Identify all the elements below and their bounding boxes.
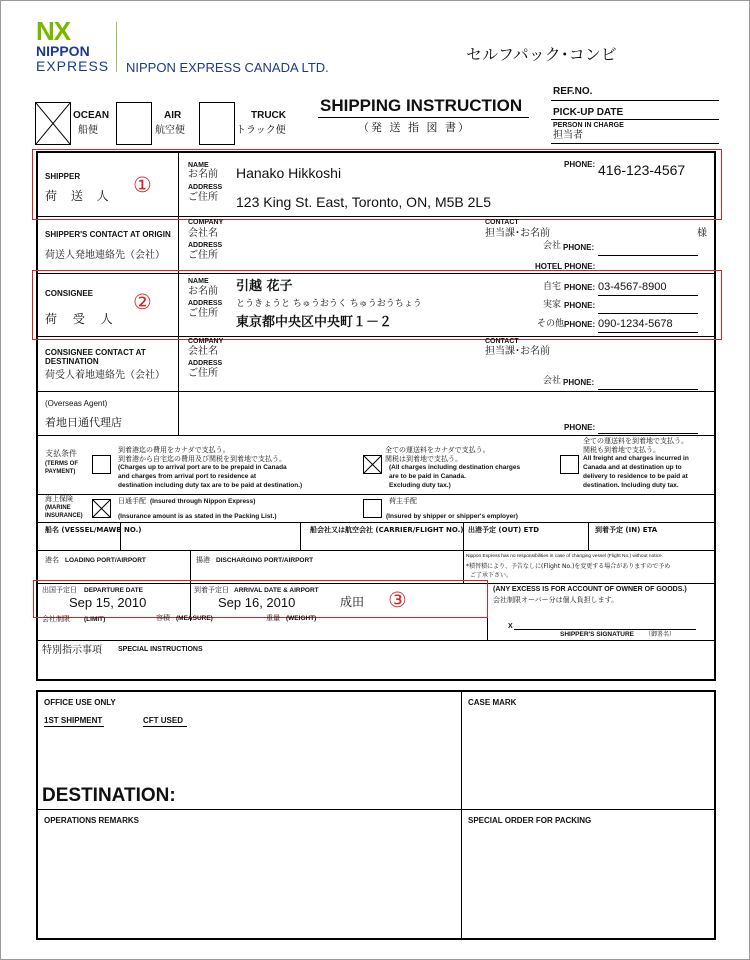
payment-opt3-l3: All freight and charges incurred in bbox=[583, 455, 689, 462]
agent-phone-label: PHONE: bbox=[564, 423, 596, 432]
eta-label: 到着予定 (IN) ETA bbox=[595, 526, 658, 534]
consignee-other-phone-label: PHONE: bbox=[564, 320, 596, 329]
pickup-date-label: PICK-UP DATE bbox=[553, 107, 624, 118]
payment-opt1-l4: and charges from arrival port to residence at bbox=[118, 473, 256, 480]
sc-phone-line bbox=[598, 255, 698, 256]
consignee-address-label-jp: ご住所 bbox=[188, 308, 218, 319]
mode-air-en: AIR bbox=[164, 110, 182, 121]
sc-company-jp: 会社名 bbox=[188, 228, 218, 239]
payment-opt3-l6: destination. Including duty tax. bbox=[583, 482, 679, 489]
ref-no-line bbox=[551, 100, 719, 101]
departure-date-value[interactable]: Sep 15, 2010 bbox=[69, 595, 147, 610]
cc-phone-line bbox=[598, 389, 698, 390]
row-sep bbox=[37, 494, 716, 495]
weight-label-jp: 重量 bbox=[266, 614, 280, 622]
person-in-charge-jp: 担当者 bbox=[553, 130, 583, 141]
shipper-phone-label: PHONE: bbox=[564, 160, 596, 169]
sc-contact-jp: 担当課･お名前 bbox=[485, 228, 550, 239]
sc-kaisha-phone: PHONE: bbox=[563, 243, 595, 252]
shipper-marker: ① bbox=[133, 173, 152, 197]
ports-notice-1: Nippon Express has no responsibilities in case of changing vessel (Flight No.) without notice. bbox=[466, 554, 664, 559]
shipper-name-label-en: NAME bbox=[188, 162, 209, 169]
vessel-label: 船名 (VESSEL/MAWB NO.) bbox=[45, 526, 142, 534]
consignee-name-label-jp: お名前 bbox=[188, 286, 218, 297]
payment-label-en1: (TERMS OF bbox=[45, 461, 78, 467]
pickup-date-line bbox=[551, 119, 719, 120]
col-sep bbox=[588, 522, 589, 550]
consignee-highlight bbox=[32, 270, 722, 340]
consignee-label-en: CONSIGNEE bbox=[45, 289, 94, 298]
logo-nx: NX bbox=[36, 16, 71, 46]
signature-label-jp: （御署名） bbox=[645, 631, 676, 638]
agent-label-en: (Overseas Agent) bbox=[45, 399, 108, 408]
arrival-airport-value[interactable]: 成田 bbox=[340, 595, 365, 609]
cc-company-en: COMPANY bbox=[188, 338, 224, 345]
case-mark-label: CASE MARK bbox=[468, 698, 517, 707]
discharging-port-en: DISCHARGING PORT/AIRPORT bbox=[216, 557, 314, 564]
col-sep bbox=[300, 522, 301, 550]
payment-label-jp: 支払条件 bbox=[45, 449, 77, 458]
mode-truck-en: TRUCK bbox=[251, 110, 286, 121]
departure-label-en: DEPARTURE DATE bbox=[84, 587, 143, 594]
payment-opt1-l1: 到着港迄の費用をカナダで支払う。 bbox=[118, 446, 230, 454]
insurance-opt2-note: (Insured by shipper or shipper's employer) bbox=[386, 513, 518, 520]
insurance-opt1-note: (Insurance amount is as stated in the Packing List.) bbox=[118, 513, 277, 520]
discharging-port-jp: 揚港 bbox=[196, 556, 210, 564]
special-label-en: SPECIAL INSTRUCTIONS bbox=[118, 646, 203, 653]
consignee-family-jp: 実家 bbox=[543, 300, 562, 310]
logo-nippon: NIPPON bbox=[36, 43, 90, 59]
excess-note-en: (ANY EXCESS IS FOR ACCOUNT OF OWNER OF GOODS.) bbox=[493, 586, 687, 593]
person-line bbox=[551, 143, 719, 144]
excess-note-jp: 会社制限オーバー分は個人負担します。 bbox=[493, 596, 619, 604]
agent-label-jp: 着地日通代理店 bbox=[45, 416, 122, 429]
row-sep bbox=[37, 391, 716, 392]
signature-x: X bbox=[508, 623, 513, 630]
special-label-jp: 特別指示事項 bbox=[42, 645, 102, 656]
payment-opt2-l5: Excluding duty tax.) bbox=[389, 482, 451, 489]
cc-kaisha-jp: 会社 bbox=[543, 376, 562, 386]
arrival-label-jp: 到着予定日 bbox=[194, 586, 229, 594]
office-col-sep bbox=[461, 691, 462, 939]
mode-ocean-en: OCEAN bbox=[73, 110, 110, 121]
payment-opt2-l3: (All charges including destination charges bbox=[389, 464, 521, 471]
col-sep bbox=[190, 550, 191, 583]
shipper-highlight bbox=[32, 149, 722, 220]
mode-truck-jp: トラック便 bbox=[236, 125, 286, 136]
cft-used-underline bbox=[143, 726, 187, 727]
signature-label-en: SHIPPER'S SIGNATURE bbox=[560, 631, 635, 638]
insurance-label-jp: 海上保険 bbox=[45, 495, 73, 503]
insurance-nx-checkbox[interactable] bbox=[92, 499, 111, 518]
shipper-contact-label-en: SHIPPER'S CONTACT AT ORIGIN bbox=[45, 230, 171, 239]
limit-label-en: (LIMIT) bbox=[84, 616, 106, 623]
payment-option-1-checkbox[interactable] bbox=[92, 455, 111, 474]
consignee-name-label-en: NAME bbox=[188, 278, 209, 285]
cc-kaisha-phone: PHONE: bbox=[563, 378, 595, 387]
mode-truck-checkbox[interactable] bbox=[199, 102, 235, 145]
shipper-address-value[interactable]: 123 King St. East, Toronto, ON, M5B 2L5 bbox=[236, 194, 491, 210]
limit-label-jp: 会社制限 bbox=[42, 615, 70, 623]
payment-option-3-checkbox[interactable] bbox=[560, 455, 579, 474]
weight-label-en: (WEIGHT) bbox=[286, 615, 317, 622]
agent-phone-line bbox=[598, 433, 698, 434]
mode-ocean-checkbox[interactable] bbox=[35, 102, 71, 145]
payment-opt1-l2: 到着港から自宅迄の費用及び関税を到着地で支払う。 bbox=[118, 455, 286, 463]
consignee-address-label-en: ADDRESS bbox=[188, 300, 223, 307]
title-underline bbox=[318, 117, 529, 118]
insurance-shipper-checkbox[interactable] bbox=[363, 499, 382, 518]
sc-hotel-phone: HOTEL PHONE: bbox=[535, 262, 596, 271]
payment-opt1-l5: destination including duty tax are to be paid at destination.) bbox=[118, 482, 303, 489]
payment-option-2-checkbox[interactable] bbox=[363, 455, 382, 474]
person-in-charge-label: PERSON IN CHARGE bbox=[553, 122, 624, 129]
company-name: NIPPON EXPRESS CANADA LTD. bbox=[126, 60, 329, 75]
sc-sama: 様 bbox=[697, 228, 707, 239]
cc-contact-en: CONTACT bbox=[485, 338, 519, 345]
measure-label-jp: 容積 bbox=[156, 614, 170, 622]
sc-address-jp: ご住所 bbox=[188, 250, 218, 261]
ref-no-label: REF.NO. bbox=[553, 86, 593, 97]
sc-company-en: COMPANY bbox=[188, 219, 224, 226]
insurance-opt1-jp: 日通手配 bbox=[118, 497, 146, 505]
departure-label-jp: 出国予定日 bbox=[42, 586, 77, 594]
insurance-label-en1: (MARINE bbox=[45, 505, 71, 511]
sc-address-en: ADDRESS bbox=[188, 242, 223, 249]
consignee-home-phone[interactable]: 03-4567-8900 bbox=[598, 281, 667, 293]
cc-address-en: ADDRESS bbox=[188, 360, 223, 367]
mode-air-checkbox[interactable] bbox=[116, 102, 152, 145]
cft-used-label: CFT USED bbox=[143, 716, 183, 725]
shipper-address-label-en: ADDRESS bbox=[188, 184, 223, 191]
insurance-opt2-jp: 荷主手配 bbox=[389, 497, 417, 505]
insurance-label-en2: INSURANCE) bbox=[45, 513, 83, 519]
cc-contact-jp: 担当課･お名前 bbox=[485, 346, 550, 357]
service-name: セルフパック･コンビ bbox=[466, 45, 617, 64]
row-sep bbox=[37, 550, 716, 551]
insurance-opt1-en: (Insured through Nippon Express) bbox=[150, 498, 256, 505]
consignee-other-phone[interactable]: 090-1234-5678 bbox=[598, 318, 673, 330]
dates-marker: ③ bbox=[388, 588, 407, 612]
operations-remarks-label: OPERATIONS REMARKS bbox=[44, 816, 139, 825]
consignee-other-jp: その他 bbox=[537, 319, 565, 329]
loading-port-jp: 港名 bbox=[45, 556, 59, 564]
cc-company-jp: 会社名 bbox=[188, 346, 218, 357]
first-shipment-label: 1ST SHIPMENT bbox=[44, 716, 103, 725]
arrival-label-en: ARRIVAL DATE & AIRPORT bbox=[234, 587, 319, 594]
x-mark-icon bbox=[364, 456, 381, 473]
sc-kaisha-jp: 会社 bbox=[543, 241, 562, 251]
form-title-jp: （発 送 指 図 書） bbox=[358, 121, 471, 134]
form-title: SHIPPING INSTRUCTION bbox=[320, 96, 523, 115]
first-shipment-underline bbox=[44, 726, 104, 727]
shipper-label-en: SHIPPER bbox=[45, 172, 81, 181]
company-logo bbox=[36, 18, 111, 74]
consignee-furigana[interactable]: とうきょうと ちゅうおうく ちゅうおうちょう bbox=[236, 299, 422, 309]
logo-divider bbox=[116, 22, 117, 72]
carrier-label: 船会社又は航空会社 (CARRIER/FLIGHT NO.) bbox=[310, 526, 464, 534]
payment-opt1-l3: (Charges up to arrival port are to be prepaid in Canada bbox=[118, 464, 287, 471]
x-mark-icon bbox=[93, 500, 110, 517]
consignee-name-value[interactable]: 引越 花子 bbox=[236, 279, 293, 294]
ports-notice-3: ご了承下さい。 bbox=[470, 572, 513, 579]
shipper-label-jp: 荷 送 人 bbox=[45, 189, 114, 203]
office-use-box bbox=[36, 690, 716, 940]
measure-label-en: (MEASURE) bbox=[176, 615, 213, 622]
payment-opt2-l4: are to be paid in Canada. bbox=[389, 473, 466, 480]
dates-highlight bbox=[33, 580, 488, 618]
consignee-family-phone-label: PHONE: bbox=[564, 301, 596, 310]
ports-notice-2: *積替積により、予告なしに(Flight No.)を変更する場合がありますので予め bbox=[466, 563, 671, 570]
consignee-home-phone-label: PHONE: bbox=[564, 283, 596, 292]
arrival-date-value[interactable]: Sep 16, 2010 bbox=[218, 595, 296, 610]
mode-air-jp: 航空便 bbox=[155, 125, 185, 136]
office-use-label: OFFICE USE ONLY bbox=[44, 698, 116, 707]
cc-address-jp: ご住所 bbox=[188, 368, 218, 379]
shipper-phone-value[interactable]: 416-123-4567 bbox=[598, 162, 686, 178]
cc-label-jp: 荷受人着地連絡先（会社） bbox=[45, 370, 165, 381]
payment-opt2-l1: 全ての運送料をカナダで支払う。 bbox=[385, 446, 490, 454]
logo-express: EXPRESS bbox=[36, 58, 110, 74]
shipper-address-label-jp: ご住所 bbox=[188, 192, 218, 203]
signature-line[interactable] bbox=[514, 629, 696, 630]
payment-opt3-l4: Canada and at destination up to bbox=[583, 464, 682, 471]
x-mark-icon bbox=[36, 103, 70, 144]
office-row-sep bbox=[37, 809, 715, 810]
payment-label-en2: PAYMENT) bbox=[45, 469, 76, 475]
sc-contact-en: CONTACT bbox=[485, 219, 519, 226]
consignee-marker: ② bbox=[133, 290, 152, 314]
loading-port-en: LOADING PORT/AIRPORT bbox=[65, 557, 146, 564]
row-sep bbox=[37, 522, 716, 523]
shipper-contact-label-jp: 荷送人発地連絡先（会社） bbox=[45, 250, 165, 261]
cc-label-en1: CONSIGNEE CONTACT AT bbox=[45, 348, 146, 357]
row-sep bbox=[37, 435, 716, 436]
payment-opt3-l1: 全ての運送料を到着地で支払う。 bbox=[583, 437, 688, 445]
row-sep bbox=[37, 640, 716, 641]
payment-opt3-l2: 関税も到着地で支払う。 bbox=[583, 446, 660, 454]
consignee-label-jp: 荷 受 人 bbox=[45, 312, 119, 326]
payment-opt2-l2: 関税は到着地で支払う。 bbox=[385, 455, 462, 463]
special-order-label: SPECIAL ORDER FOR PACKING bbox=[468, 816, 592, 825]
shipper-name-label-jp: お名前 bbox=[188, 169, 218, 180]
cc-label-en2: DESTINATION bbox=[45, 357, 99, 366]
mode-ocean-jp: 船便 bbox=[78, 125, 98, 136]
destination-label: DESTINATION: bbox=[42, 785, 176, 806]
payment-opt3-l5: delivery to residence to be paid at bbox=[583, 473, 688, 480]
shipper-name-value[interactable]: Hanako Hikkoshi bbox=[236, 165, 342, 181]
consignee-address-value[interactable]: 東京都中央区中央町１－２ bbox=[236, 315, 393, 330]
consignee-home-jp: 自宅 bbox=[543, 282, 562, 292]
etd-label: 出港予定 (OUT) ETD bbox=[468, 526, 540, 534]
